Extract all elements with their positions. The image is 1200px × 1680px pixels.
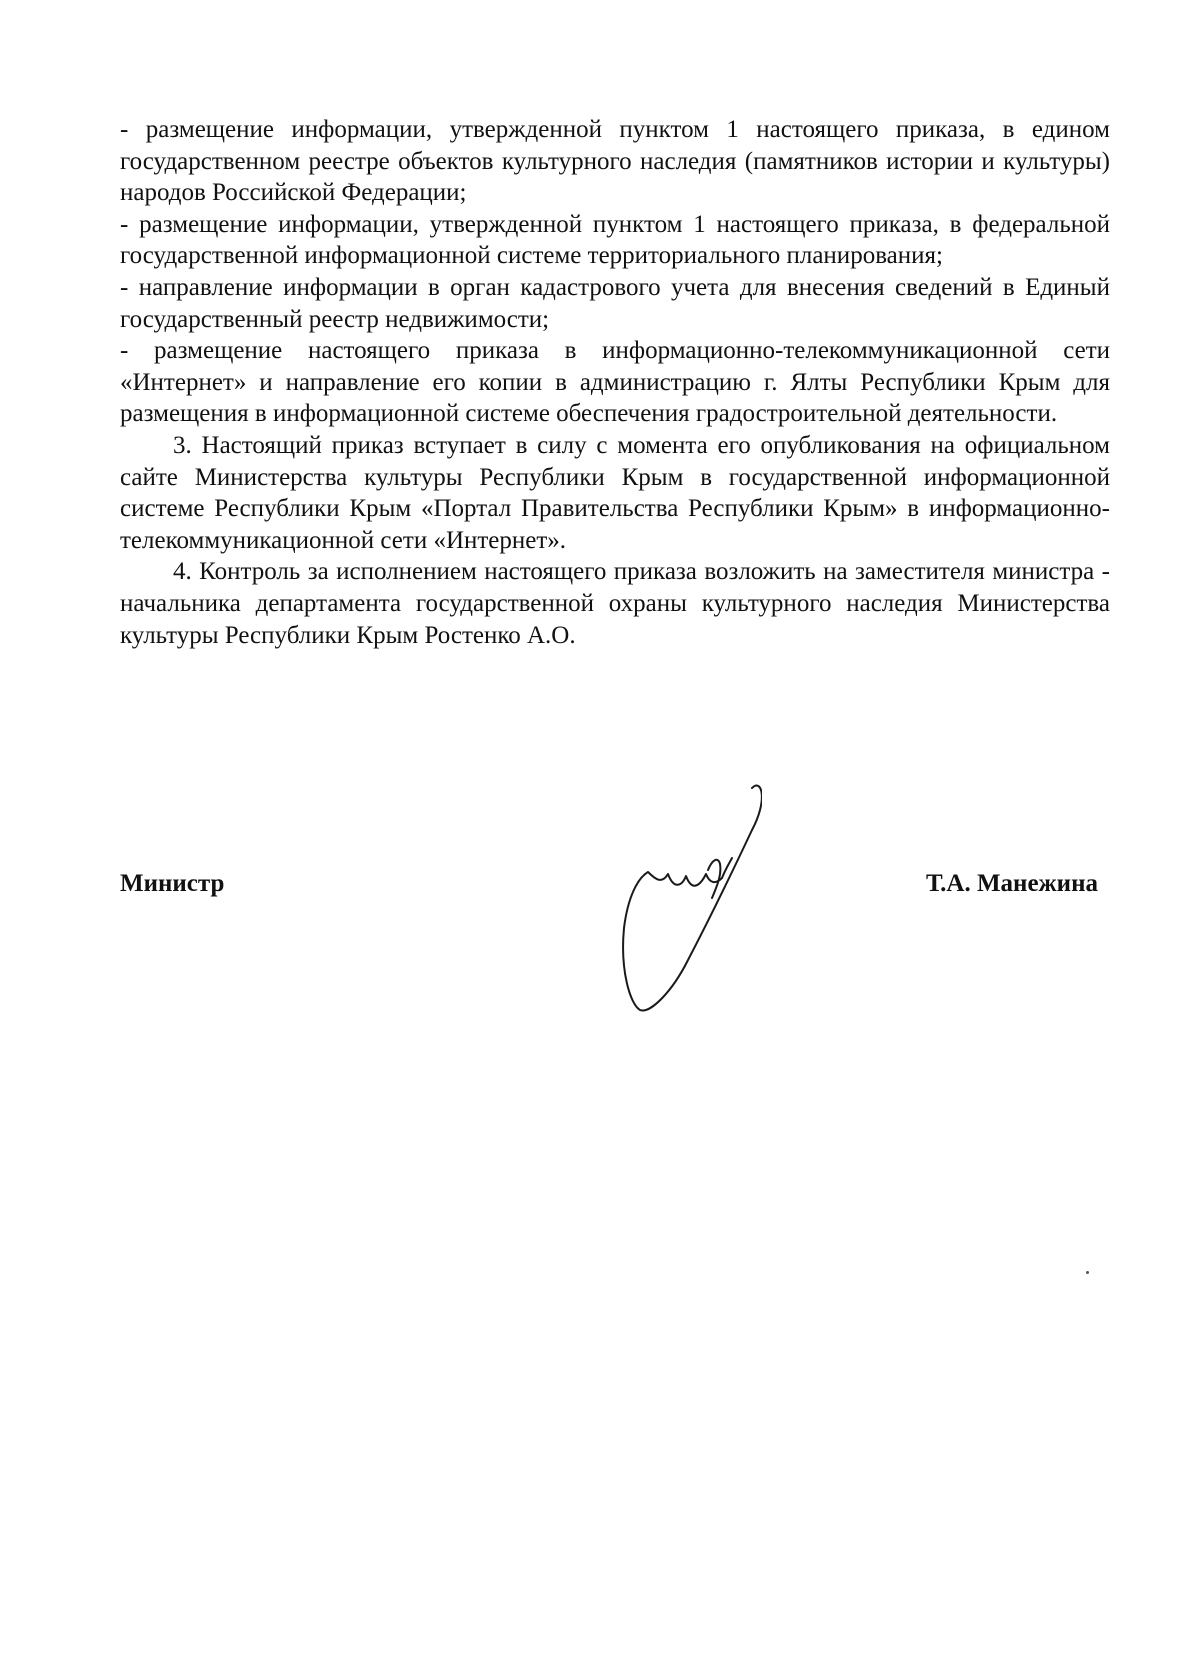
paragraph-cadastral-direction: - направление информации в орган кадастрового учета для внесения сведений в Единый государственный реестр недвижимости; bbox=[120, 273, 1110, 333]
paragraph-placement-egrokn: - размещение информации, утвержденной пунктом 1 настоящего приказа, в едином государственном реестре объектов культурного наследия (памятников истории и культуры) народов Российской Федерации; bbox=[120, 116, 1110, 207]
signature-stroke-main bbox=[623, 786, 762, 1011]
paragraph-placement-fgis-tp: - размещение информации, утвержденной пунктом 1 настоящего приказа, в федеральной государственной информационной системе территориального планирования; bbox=[120, 210, 1110, 270]
signature-block bbox=[120, 870, 1098, 910]
paragraph-internet-publication: - размещение настоящего приказа в информационно-телекоммуникационной сети «Интернет» и направление его копии в администрацию г. Ялты Республики Крым для размещения в информационной системе обеспечения градостроительной деятельности. bbox=[120, 337, 1110, 428]
scan-speck bbox=[1086, 1271, 1089, 1274]
handwritten-signature bbox=[612, 778, 762, 1028]
document-body bbox=[120, 114, 1110, 651]
signatory-name: Т.А. Манежина bbox=[925, 870, 1098, 897]
signatory-title: Министр bbox=[120, 870, 225, 897]
paragraph-item-3: 3. Настоящий приказ вступает в силу с момента его опубликования на официальном сайте Министерства культуры Республики Крым в государственной информационной системе Республики Крым «Портал Правительства Республики Крым» в информационно-телекоммуникационной сети «Интернет». bbox=[120, 431, 1110, 554]
paragraph-item-4: 4. Контроль за исполнением настоящего приказа возложить на заместителя министра - начальника департамента государственной охраны культурного наследия Министерства культуры Республики Крым Ростенко А.О. bbox=[120, 558, 1110, 649]
